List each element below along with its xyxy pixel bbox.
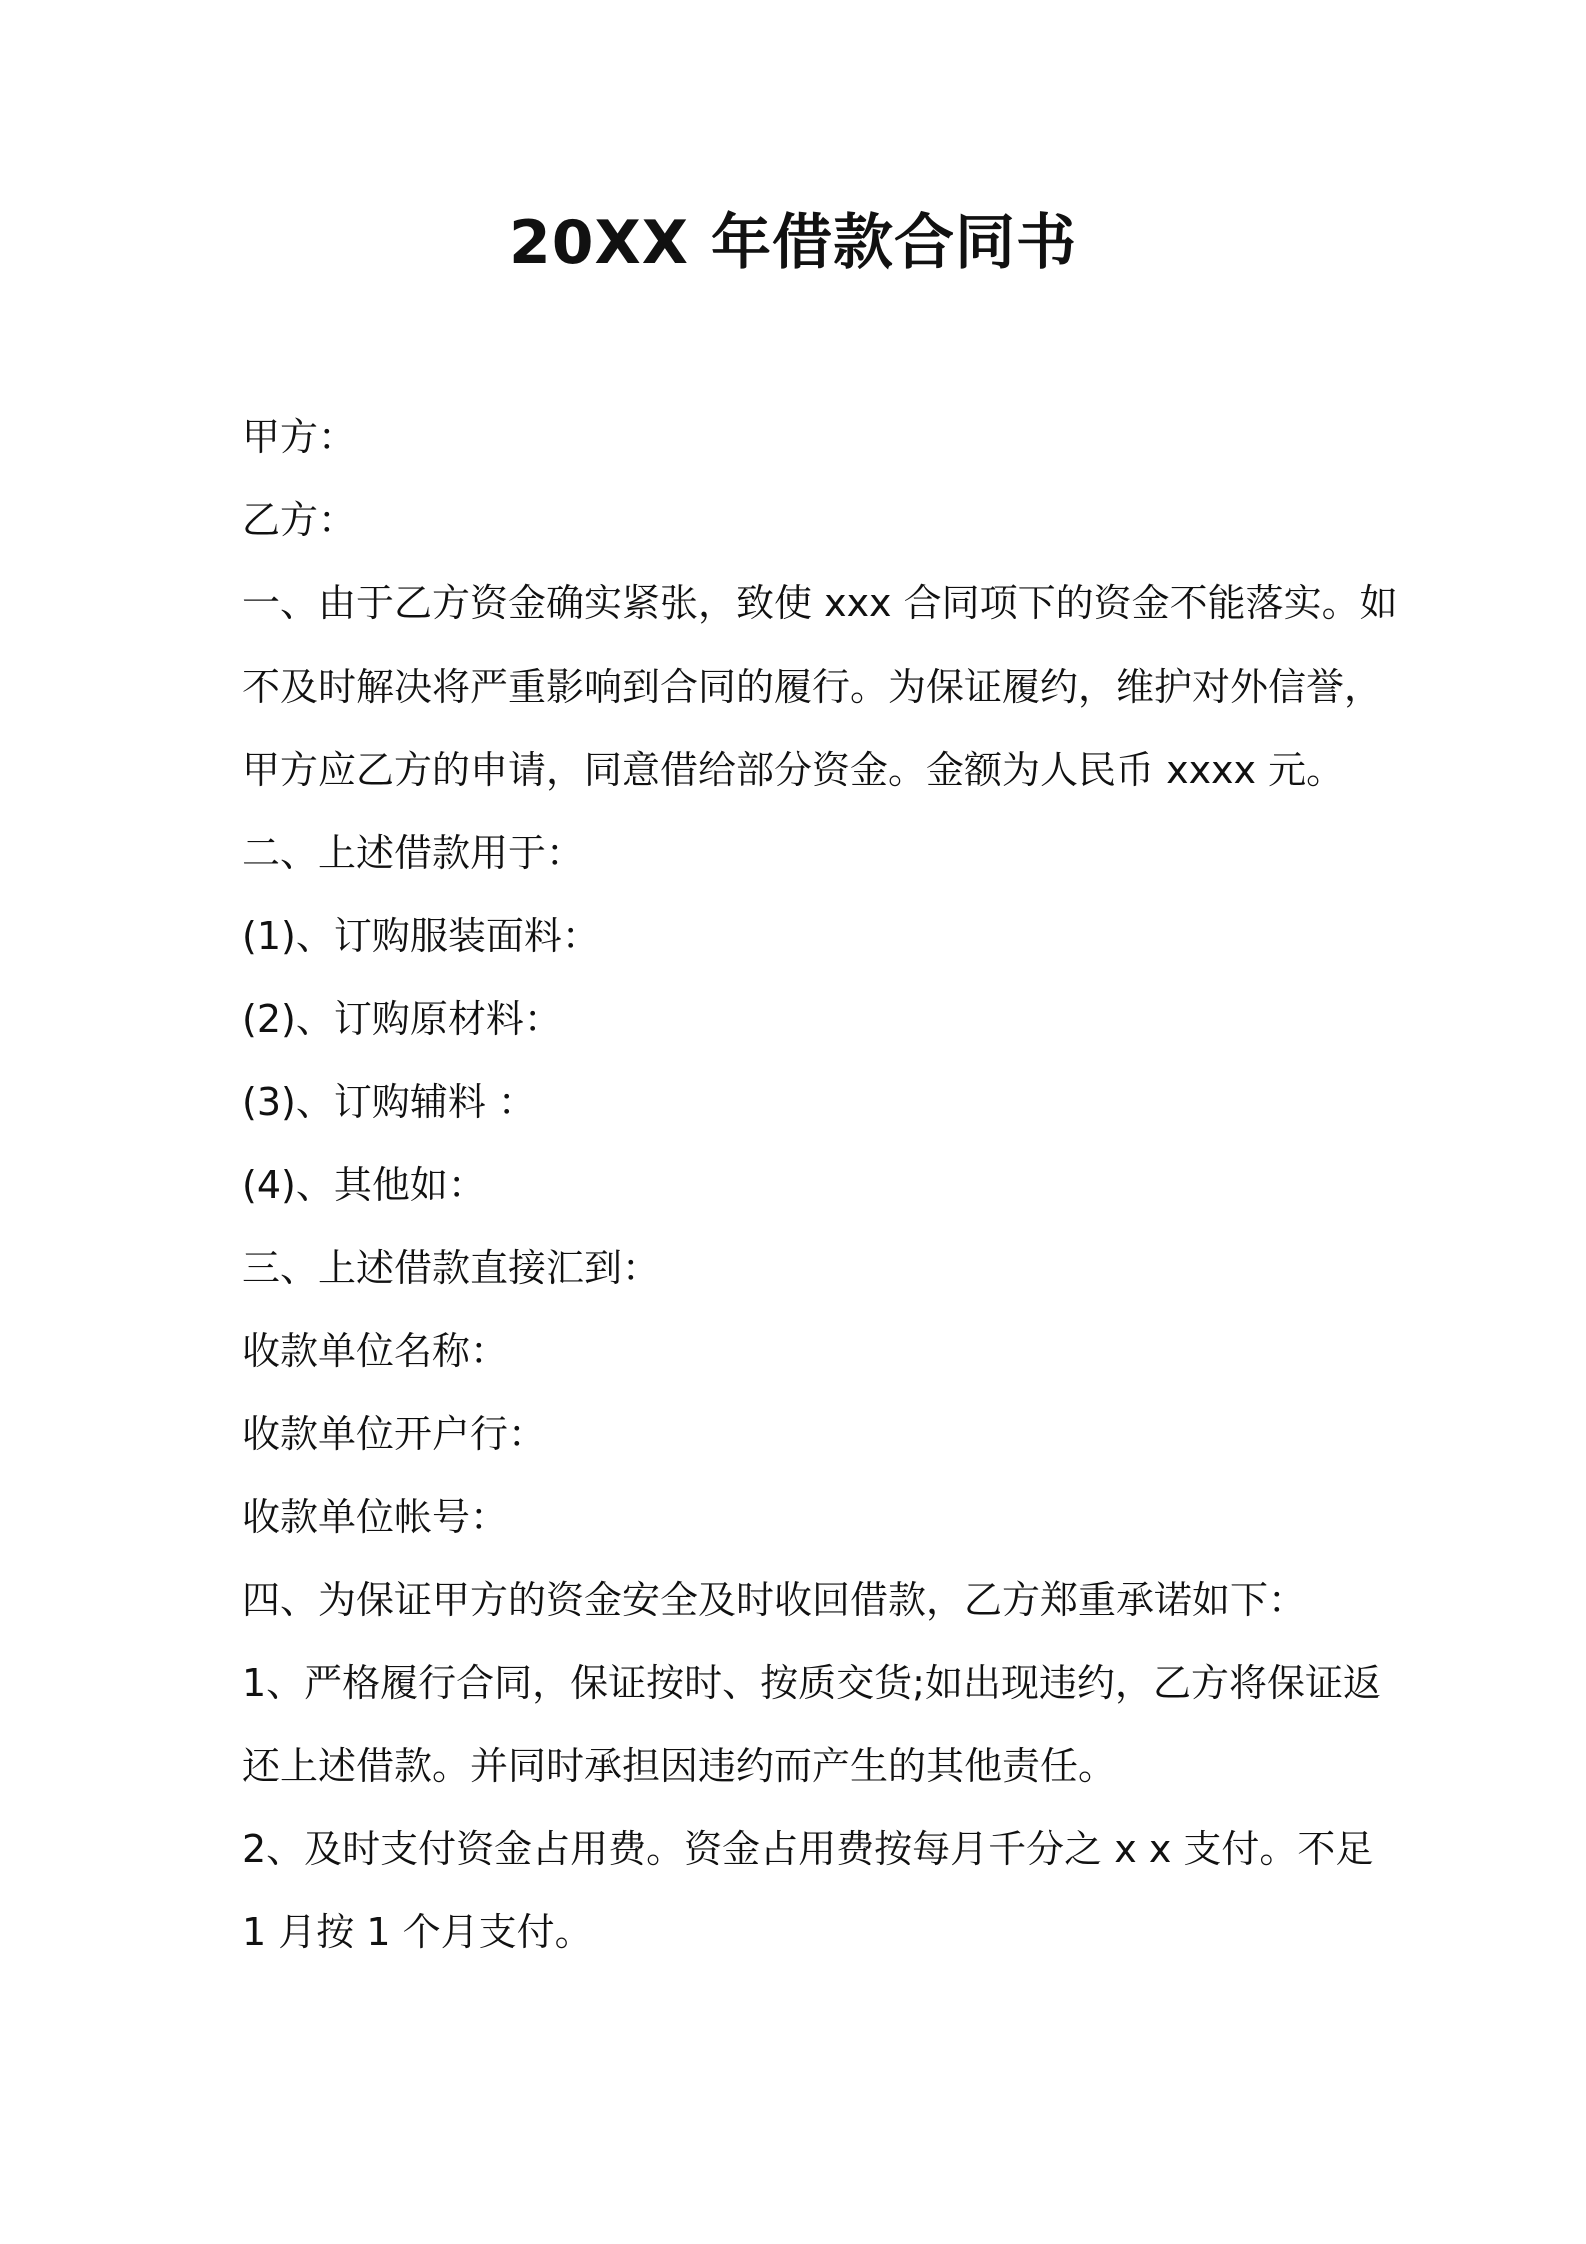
clause-2-item-3: (3)、订购辅料 ：: [242, 1080, 536, 1124]
clause-1-line-2: 不及时解决将严重影响到合同的履行。为保证履约，维护对外信誉，: [242, 665, 1383, 709]
clause-3-heading: 三、上述借款直接汇到：: [242, 1246, 661, 1290]
clause-1-line-3: 甲方应乙方的申请，同意借给部分资金。金额为人民币 xxxx 元。: [242, 748, 1345, 792]
commitment-2-line-1: 2、及时支付资金占用费。资金占用费按每月千分之 x x 支付。不足: [242, 1827, 1374, 1871]
clause-2-item-1: (1)、订购服装面料：: [242, 914, 600, 958]
payee-bank-line: 收款单位开户行：: [242, 1412, 547, 1456]
clause-2-heading: 二、上述借款用于：: [242, 831, 585, 875]
payee-account-line: 收款单位帐号：: [242, 1495, 509, 1539]
clause-2-item-4: (4)、其他如：: [242, 1163, 486, 1207]
party-b-line: 乙方：: [242, 498, 357, 542]
document-title: 20XX 年借款合同书: [509, 208, 1077, 278]
commitment-1-line-1: 1、严格履行合同，保证按时、按质交货;如出现违约，乙方将保证返: [242, 1661, 1381, 1705]
commitment-1-line-2: 还上述借款。并同时承担因违约而产生的其他责任。: [242, 1744, 1117, 1788]
clause-2-item-2: (2)、订购原材料：: [242, 997, 562, 1041]
commitment-2-line-2: 1 月按 1 个月支付。: [242, 1910, 593, 1954]
payee-name-line: 收款单位名称：: [242, 1329, 509, 1373]
clause-1-line-1: 一、由于乙方资金确实紧张，致使 xxx 合同项下的资金不能落实。如: [242, 581, 1398, 625]
party-a-line: 甲方：: [242, 415, 357, 459]
clause-4-heading: 四、为保证甲方的资金安全及时收回借款，乙方郑重承诺如下：: [242, 1578, 1307, 1622]
